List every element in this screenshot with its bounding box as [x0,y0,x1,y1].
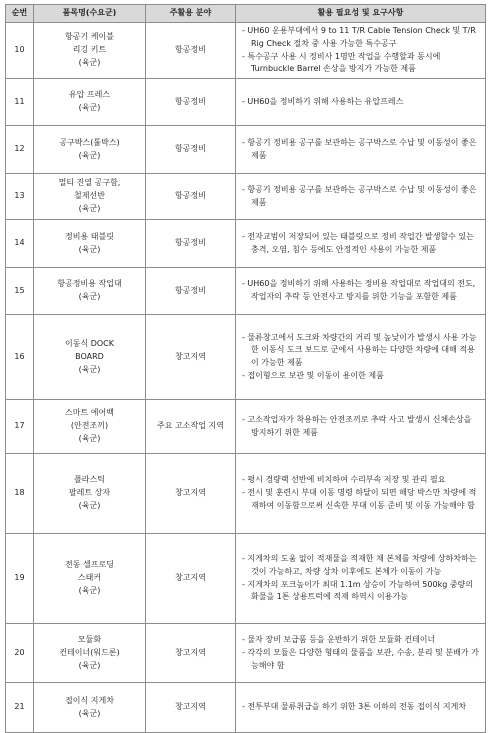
item-name-cell [34,454,146,534]
header-no: 순번 [6,5,34,23]
requirements-list [242,184,481,210]
table-row [6,126,486,174]
requirement-item: - 각각의 모듈은 다양한 형태의 물품을 보관, 수송, 분리 및 분배가 가능해야 함 [242,647,479,670]
item-name-cell [34,624,146,683]
usage-field: 주요 고소작업 지역 [146,400,236,454]
usage-field: 창고지역 [146,624,236,683]
item-name-cell [34,400,146,454]
requirement-item: - 항공기 정비용 공구를 보관하는 공구박스로 수납 및 이동성이 좋은 제품 [242,184,477,207]
usage-field: 항공정비 [146,174,236,220]
table-row [6,79,486,126]
item-name-line: 스태커 [77,573,102,583]
table-row [6,400,486,454]
item-name-cell [34,174,146,220]
requirements-cell [236,683,486,733]
usage-field: 항공정비 [146,23,236,79]
item-name-line: 전동 셀프로딩 [65,560,114,570]
item-name-line: (육군) [78,103,101,113]
requirement-item: - 전자교범이 저장되어 있는 태블릿으로 정비 작업간 발생할수 있는 충격, 오염, 침수 등에도 안정적인 사용이 가능한 제품 [242,231,474,254]
item-name-line: 철제선반 [74,191,105,201]
item-name-line: BOARD [75,351,104,361]
requirement-item: - 접이형으로 보관 및 이동이 용이한 제품 [242,370,384,380]
requirements-list [242,25,481,76]
row-number: 14 [6,220,34,268]
item-name-line: 공구박스(툴박스) [59,137,120,147]
item-name-line: 항공기 케이블 [65,32,114,42]
header-requirements: 활용 필요성 및 요구사항 [236,5,486,23]
item-name-line: 정비용 태블릿 [65,231,114,241]
row-number: 15 [6,268,34,315]
requirement-item: - 특수공구 사용 시 정비사 1명만 작업을 수행할과 동시에 Turnbuckle Barrel 손상을 방지가 가능한 제품 [242,51,441,74]
item-name-line: 유압 프레스 [68,90,111,100]
item-name-line: (안전조끼) [70,421,109,431]
item-name-cell [34,534,146,624]
requirements-cell [236,624,486,683]
item-name-line: (육군) [78,364,101,374]
usage-field: 창고지역 [146,315,236,400]
header-row [6,5,486,23]
item-name-line: 모듈화 [77,634,102,644]
requirements-cell [236,220,486,268]
item-name-line: (육군) [78,292,101,302]
table-row [6,534,486,624]
item-name-cell [34,23,146,79]
item-name-line: (육군) [78,150,101,160]
item-name-cell [34,79,146,126]
item-name-line: (육군) [78,501,101,511]
requirement-item: - 고소작업자가 착용하는 안전조끼로 추락 사고 발생시 신체손상을 방지하기 위한 제품 [242,414,472,437]
item-name-line: (육군) [78,660,101,670]
item-name-line: (육군) [78,708,101,718]
row-number: 16 [6,315,34,400]
requirements-list [242,701,481,714]
requirements-list [242,231,481,257]
requirements-list [242,137,481,163]
requirement-item: - UH60을 정비하기 위해 사용하는 유압프레스 [242,96,404,106]
requirement-item: - UH60 운용부대에서 9 to 11 T/R Cable Tension Check 및 T/R Rig Check 절차 중 사용 가능한 특수공구 [242,26,476,48]
header-field: 주활용 분야 [146,5,236,23]
row-number: 11 [6,79,34,126]
requirement-item: - 지게차의 도움 없이 적재물을 적재한 채 본체를 차량에 상하차하는 것이 가능하고, 차량 상차 이후에도 본체가 이동이 가능 [242,554,477,576]
requirement-item: - 전투부대 물류취급을 하기 위한 3톤 이하의 전동 접이식 지게차 [242,702,467,712]
row-number: 12 [6,126,34,174]
requirements-list [242,553,481,604]
table-row [6,268,486,315]
item-name-line: 이동식 DOCK [64,338,115,348]
requirements-cell [236,79,486,126]
item-name-cell [34,126,146,174]
header-item: 품목명(수요군) [34,5,146,23]
usage-field: 항공정비 [146,79,236,126]
table-row [6,624,486,683]
requirement-item: - UH60을 정비하기 위해 사용하는 정비용 작업대로 작업대의 전도, 작업자의 추락 등 안전사고 방지를 위한 기능을 포함한 제품 [242,279,476,302]
item-name-cell [34,315,146,400]
requirements-cell [236,400,486,454]
requirements-list [242,96,481,109]
item-name-line: 멀티 진열 공구함, [58,178,121,188]
requirements-cell [236,174,486,220]
row-number: 18 [6,454,34,534]
item-name-line: 플라스틱 [74,475,105,485]
item-name-line: 스마트 에어백 [65,408,114,418]
item-name-line: 리깅 키트 [72,45,107,55]
requirements-list [242,634,481,672]
row-number: 10 [6,23,34,79]
row-number: 19 [6,534,34,624]
item-name-line: (육군) [78,434,101,444]
table-body [6,23,486,733]
requirement-item: - 지게차의 포크높이가 최대 1.1m 상승이 가능하여 500kg 중량의 화물을 1톤 상용트럭에 적재 하역시 이용가능 [242,579,474,602]
requirements-table-wrap [5,4,485,733]
row-number: 20 [6,624,34,683]
requirement-item: - 평시 경량랙 선반에 비치하여 수리부속 저장 및 관리 필요 [242,475,446,485]
item-name-cell [34,268,146,315]
table-row [6,315,486,400]
requirements-list [242,278,481,304]
requirements-list [242,332,481,383]
usage-field: 항공정비 [146,268,236,315]
row-number: 17 [6,400,34,454]
table-row [6,23,486,79]
requirements-list [242,414,481,440]
requirements-cell [236,23,486,79]
requirements-cell [236,126,486,174]
requirement-item: - 전시 및 훈련시 부대 이동 명령 하달이 되면 해당 박스만 차량에 적재하여 이동함으로써 신속한 부대 이동 준비 및 이동 가능해야 함 [242,488,477,511]
item-name-cell [34,220,146,268]
requirement-item: - 물자 장비 보급품 등을 운반하기 위한 모듈화 컨테이너 [242,634,436,644]
item-name-line: (육군) [78,244,101,254]
item-name-cell [34,683,146,733]
requirements-list [242,474,481,512]
item-name-line: (육군) [78,57,101,67]
usage-field: 항공정비 [146,126,236,174]
table-row [6,454,486,534]
table-row [6,683,486,733]
requirements-cell [236,268,486,315]
requirements-cell [236,534,486,624]
item-name-line: 컨테이너(워드론) [59,647,120,657]
requirements-table [5,4,486,733]
item-name-line: 팔레트 상자 [68,488,111,498]
row-number: 21 [6,683,34,733]
item-name-line: (육군) [78,204,101,214]
item-name-line: 항공정비용 작업대 [57,279,122,289]
item-name-line: 접이식 지게차 [65,695,114,705]
usage-field: 항공정비 [146,220,236,268]
requirement-item: - 물류창고에서 도크와 차량간의 거리 및 높낮이가 발생시 사용 가능한 이동식 도크 보드로 군에서 사용하는 다양한 차량에 대해 적용이 가능한 제품 [242,332,477,368]
row-number: 13 [6,174,34,220]
requirement-item: - 항공기 정비용 공구를 보관하는 공구박스로 수납 및 이동성이 좋은 제품 [242,137,477,160]
table-row [6,174,486,220]
table-row [6,220,486,268]
usage-field: 창고지역 [146,683,236,733]
requirements-cell [236,315,486,400]
requirements-cell [236,454,486,534]
usage-field: 창고지역 [146,534,236,624]
usage-field: 창고지역 [146,454,236,534]
item-name-line: (육군) [78,586,101,596]
